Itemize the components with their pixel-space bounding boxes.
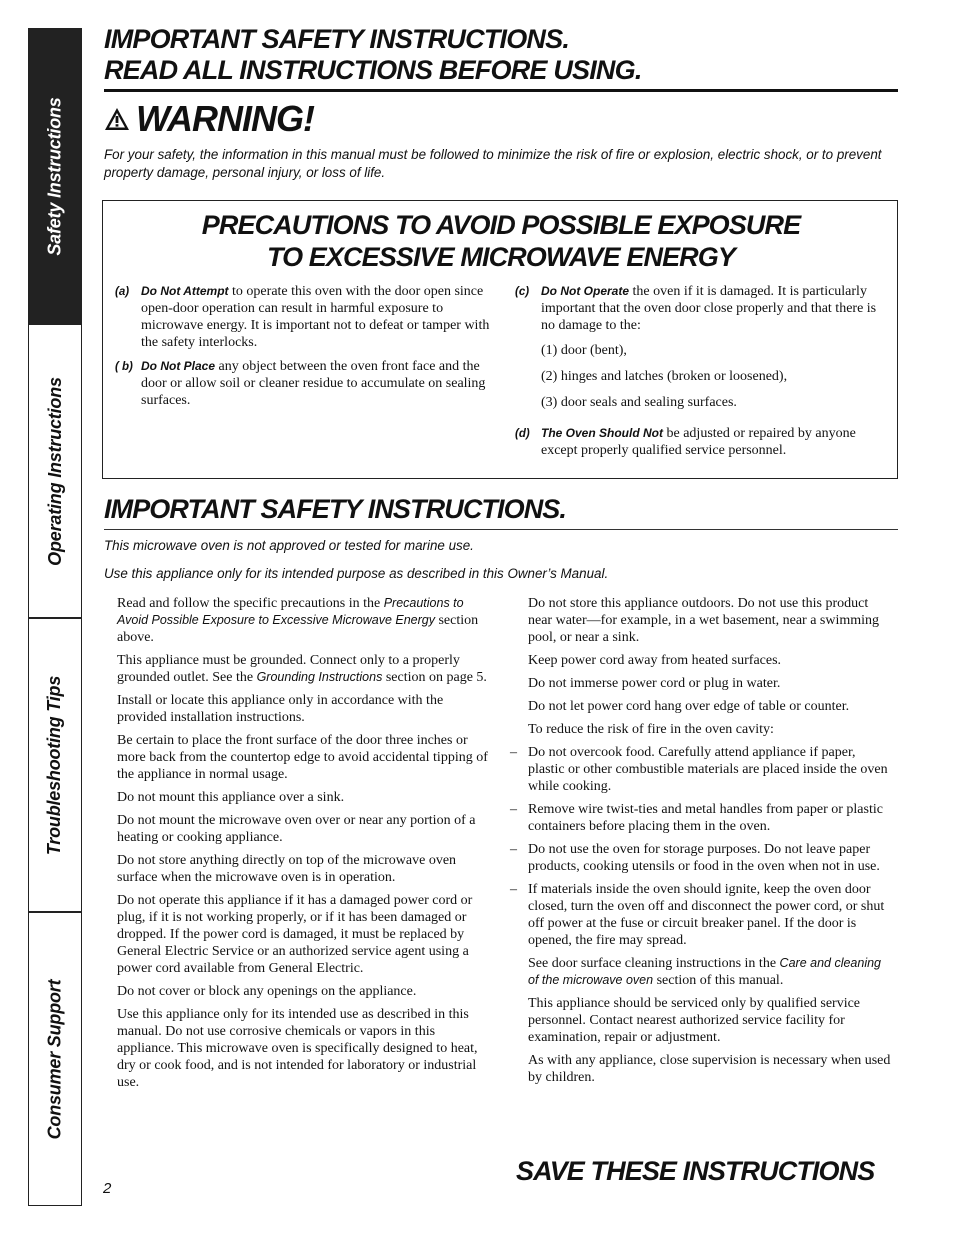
reference: Care and cleaning of the microwave oven <box>528 956 882 987</box>
header-line-2: READ ALL INSTRUCTIONS BEFORE USING. <box>104 55 642 85</box>
tab-operating-instructions[interactable] <box>28 324 82 618</box>
paragraph: Do not mount the microwave oven over or near any portion of a heating or cooking appliance. <box>117 813 476 845</box>
intended-use-note: Use this appliance only for its intended purpose as described in this Owner’s Manual. <box>104 566 609 581</box>
precautions-title <box>103 209 899 273</box>
paragraph <box>528 955 894 989</box>
sublist-item: (2) hinges and latches (broken or loosened), <box>541 369 788 384</box>
tab-label: Consumer Support <box>44 979 65 1139</box>
item-label: ( b) <box>115 361 133 373</box>
text: section above. <box>117 613 479 645</box>
item-text: be adjusted or repaired by anyone except properly qualified service personnel. <box>541 426 856 458</box>
text: See door surface cleaning instructions in the <box>528 956 777 971</box>
list-item <box>510 744 894 795</box>
paragraph: As with any appliance, close supervision is necessary when used by children. <box>528 1053 891 1085</box>
item-text: the oven if it is damaged. It is particularly important that the oven door close properly and that there is no damage to the: <box>541 284 877 333</box>
item-label: (c) <box>515 286 530 298</box>
paragraph: Be certain to place the front surface of the door three inches or more back from the countertop edge to avoid accidental tipping of the appliance in normal usage. <box>117 733 488 782</box>
text: section of this manual. <box>656 973 784 988</box>
precautions-right-column <box>507 283 879 466</box>
text: Do not use the oven for storage purposes. Do not leave paper products, cooking utensils or food in the oven when not in use. <box>528 842 880 874</box>
dash-bullet: – <box>510 802 517 817</box>
sidebar-tabs <box>28 28 84 1206</box>
paragraph: Do not store anything directly on top of the microwave oven surface when the microwave oven is in operation. <box>117 853 457 885</box>
item-keyword: Do Not Attempt <box>141 284 229 298</box>
text: Remove wire twist-ties and metal handles from paper or plastic containers before placing them in the oven. <box>528 802 883 834</box>
safety-left-column <box>117 595 489 1097</box>
tab-label: Safety Instructions <box>44 96 65 256</box>
dash-bullet: – <box>510 745 517 760</box>
text: section on page 5. <box>385 670 487 685</box>
tab-safety-instructions[interactable] <box>28 28 82 324</box>
precautions-title-line-1: PRECAUTIONS TO AVOID POSSIBLE EXPOSURE <box>201 210 801 240</box>
text: Read and follow the specific precautions in the <box>117 596 381 611</box>
item-keyword: Do Not Operate <box>541 284 630 298</box>
paragraph: Keep power cord away from heated surfaces. <box>528 653 782 668</box>
list-item <box>510 801 894 835</box>
paragraph: Do not let power cord hang over edge of table or counter. <box>528 699 850 714</box>
safety-right-column <box>510 595 894 1092</box>
safety-section-title: IMPORTANT SAFETY INSTRUCTIONS. <box>104 494 567 524</box>
tab-troubleshooting-tips[interactable] <box>28 618 82 912</box>
item-keyword: Do Not Place <box>141 359 216 373</box>
warning-triangle-icon <box>104 106 130 132</box>
item-label: (a) <box>115 286 130 298</box>
paragraph: Install or locate this appliance only in accordance with the provided installation instructions. <box>117 693 444 725</box>
marine-note: This microwave oven is not approved or tested for marine use. <box>104 538 474 553</box>
item-text: to operate this oven with the door open since open-door operation can result in harmful exposure to microwave energy. It is important not to defeat or tamper with the safety interlocks. <box>141 284 490 350</box>
warning-heading <box>104 98 314 140</box>
warning-title: WARNING! <box>136 98 314 139</box>
sublist-item: (3) door seals and sealing surfaces. <box>541 395 737 410</box>
paragraph: This appliance should be serviced only by qualified service personnel. Contact nearest authorized service facility for examination, repair or adjustment. <box>528 996 861 1045</box>
tab-label: Operating Instructions <box>44 376 65 566</box>
item-label: (d) <box>515 428 530 440</box>
warning-text: For your safety, the information in this manual must be followed to minimize the risk of fire or explosion, electric shock, or to prevent property damage, personal injury, or loss of life. <box>104 147 882 180</box>
dash-bullet: – <box>510 882 517 897</box>
tab-consumer-support[interactable] <box>28 912 82 1206</box>
precaution-c-sublist <box>541 342 879 411</box>
paragraph: To reduce the risk of fire in the oven cavity: <box>528 722 774 737</box>
save-instructions-heading: SAVE THESE INSTRUCTIONS <box>516 1156 875 1186</box>
list-item <box>510 841 894 875</box>
page-number: 2 <box>103 1180 112 1197</box>
precaution-c <box>507 283 879 411</box>
header-rule <box>104 89 898 92</box>
text: If materials inside the oven should ignite, keep the oven door closed, turn the oven off and disconnect the power cord, or shut off power at the fuse or circuit breaker panel. If the door is opened, the fire may spread. <box>528 882 885 948</box>
precautions-title-line-2: TO EXCESSIVE MICROWAVE ENERGY <box>267 242 735 272</box>
paragraph: Do not store this appliance outdoors. Do not use this product near water—for example, in a wet basement, near a swimming pool, or near a sink. <box>528 596 880 645</box>
paragraph: Do not operate this appliance if it has a damaged power cord or plug, if it is not working properly, or if it has been damaged or dropped. If the power cord is damaged, it must be replaced by General Electric Service or an authorized service agent using a power cord available from General Electric. <box>117 893 473 976</box>
page-header <box>104 24 642 86</box>
reference: Grounding Instructions <box>256 670 383 684</box>
list-item <box>510 881 894 949</box>
precaution-d <box>507 425 879 459</box>
dash-bullet: – <box>510 842 517 857</box>
paragraph: Use this appliance only for its intended use as described in this manual. Do not use corrosive chemicals or vapors in this appliance. This microwave oven is specifically designed to heat, dry or cook food, and is not intended for laboratory or industrial use. <box>117 1007 478 1090</box>
item-text: any object between the oven front face and the door or allow soil or cleaner residue to accumulate on sealing surfaces. <box>141 359 486 408</box>
precautions-box <box>102 200 898 479</box>
precaution-a <box>107 283 497 351</box>
paragraph <box>117 652 489 686</box>
sublist-item: (1) door (bent), <box>541 343 627 358</box>
paragraph <box>117 595 489 646</box>
item-keyword: The Oven Should Not <box>541 426 663 440</box>
paragraph: Do not mount this appliance over a sink. <box>117 790 345 805</box>
precaution-b <box>107 358 497 409</box>
paragraph: Do not cover or block any openings on the appliance. <box>117 984 417 999</box>
text: Do not overcook food. Carefully attend appliance if paper, plastic or other combustible materials are placed inside the oven while cooking. <box>528 745 888 794</box>
section-rule <box>104 529 898 530</box>
paragraph: Do not immerse power cord or plug in water. <box>528 676 781 691</box>
header-line-1: IMPORTANT SAFETY INSTRUCTIONS. <box>104 24 570 54</box>
text: This appliance must be grounded. Connect only to a properly grounded outlet. See the <box>117 653 460 685</box>
precautions-left-column <box>107 283 497 416</box>
tab-label: Troubleshooting Tips <box>44 675 65 855</box>
reference: Precautions to Avoid Possible Exposure to Excessive Microwave Energy <box>117 596 464 627</box>
